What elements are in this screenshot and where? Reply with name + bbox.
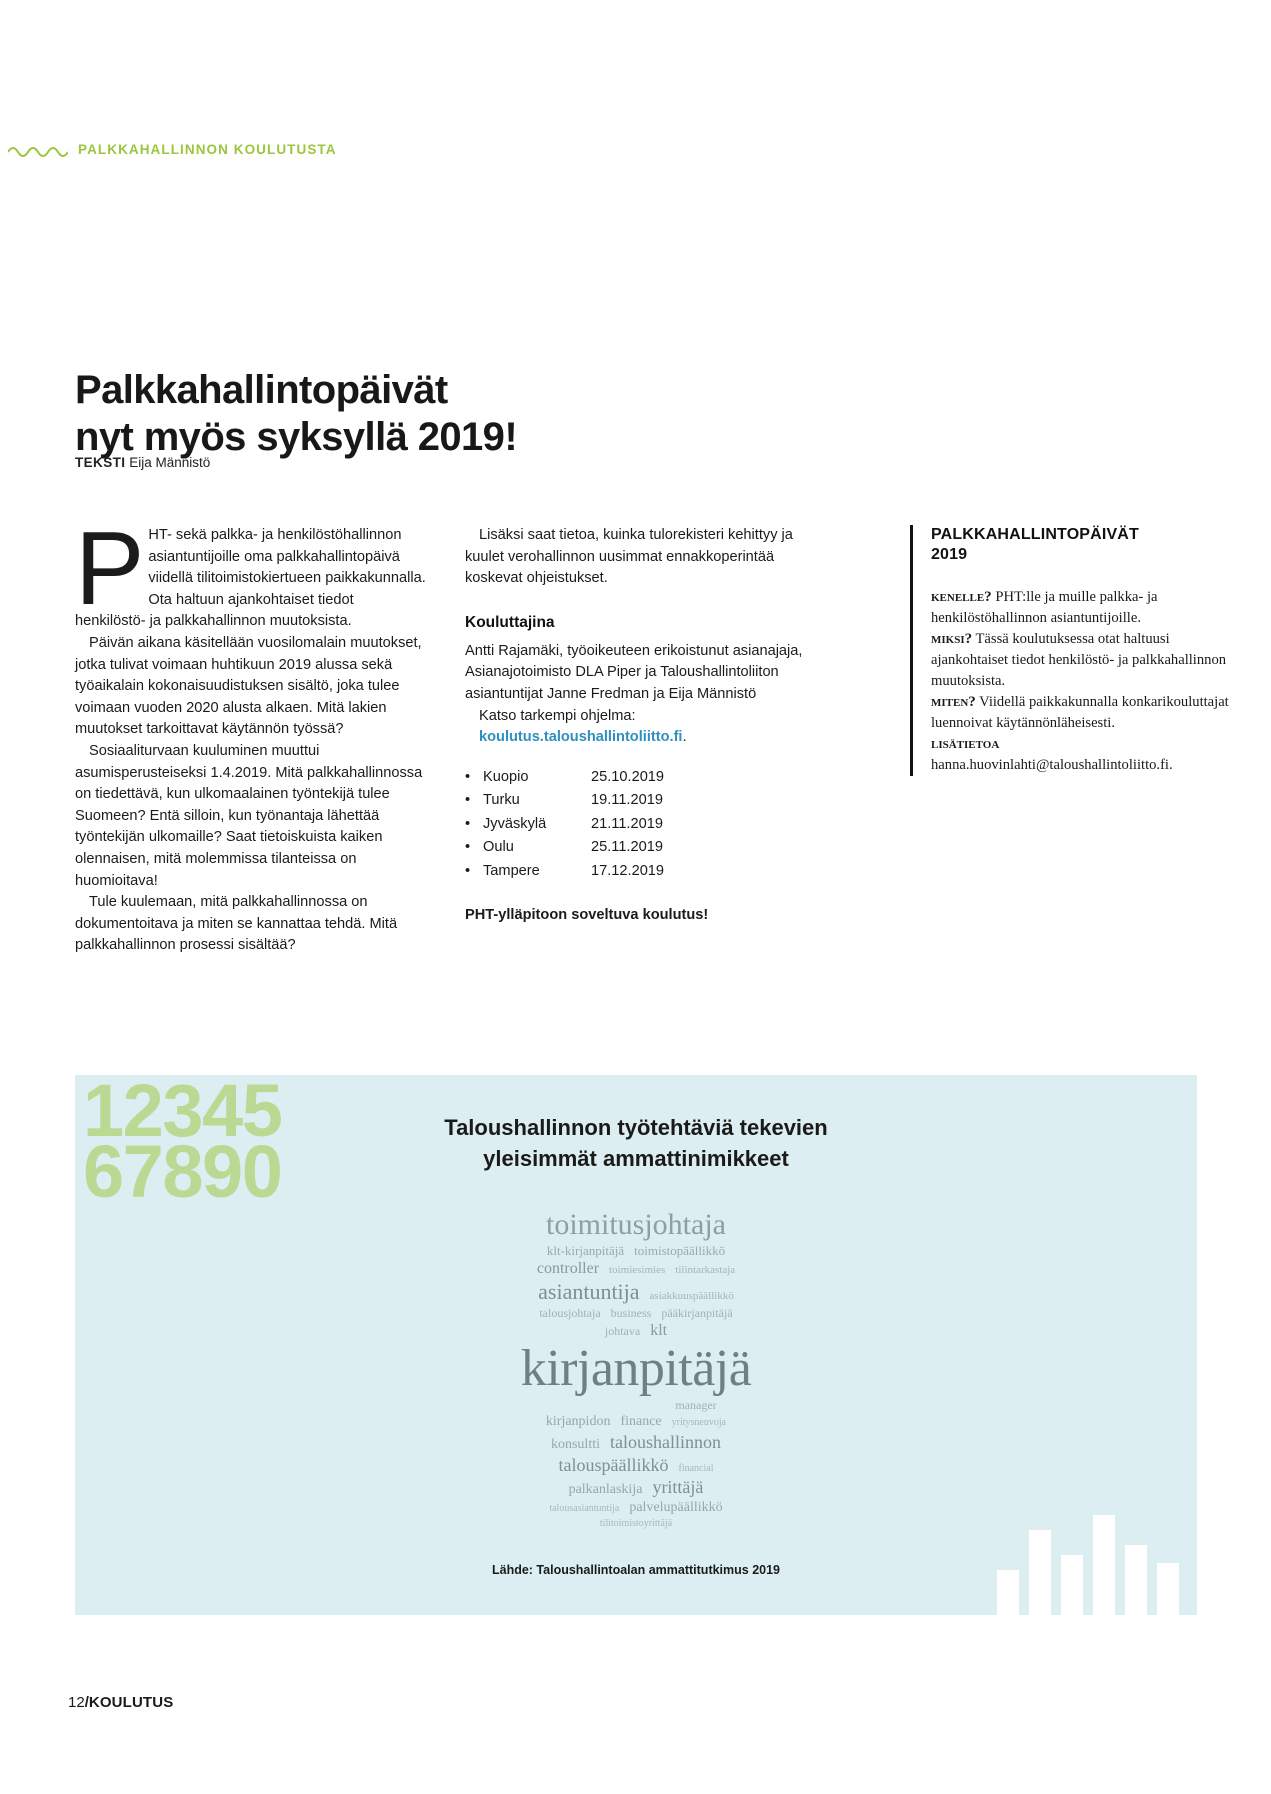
word-cloud-row: [356, 1415, 916, 1429]
course-dates-list: [465, 767, 813, 883]
word-cloud-term: talousjohtaja: [539, 1306, 601, 1320]
byline-author: Eija Männistö: [129, 455, 211, 470]
word-cloud-term: kirjanpitäjä: [520, 1340, 752, 1397]
word-cloud-term: manager: [675, 1398, 717, 1412]
word-cloud-term: yrittäjä: [652, 1477, 704, 1497]
word-cloud-term: controller: [536, 1260, 600, 1277]
body-column-left: [75, 511, 427, 957]
word-cloud-term: toimistopäällikkö: [634, 1243, 726, 1258]
city-name: Jyväskylä: [483, 815, 547, 832]
city-name: Oulu: [483, 839, 514, 856]
decorative-numbers-line-1: 12345: [83, 1075, 282, 1152]
word-cloud-row: [356, 1519, 916, 1529]
running-head-label: PALKKAHALLINNON KOULUTUSTA: [78, 142, 337, 157]
word-cloud-term: yritysneuvoja: [671, 1417, 727, 1428]
sidebar-item: [931, 692, 1231, 734]
figure-panel: [75, 1075, 1197, 1615]
sidebar-item: [931, 629, 1231, 692]
body-paragraph: Päivän aikana käsitellään vuosilomalain muutokset, jotka tulivat voimaan huhtikuun 2019 alussa sekä työaikalain kokonaisuudistuksen sisältö, joka tulee voimaan vuoden 2020 alusta alkaen. Mitä lakien muutokset tarkoittavat käytännön työssä?: [75, 634, 422, 738]
city-date: 25.10.2019: [591, 768, 665, 785]
program-link-period: .: [682, 729, 687, 746]
footer-slash: /: [84, 1694, 89, 1711]
page-number: 12: [68, 1694, 85, 1711]
list-item: [465, 814, 813, 836]
trainers-text: Antti Rajamäki, työoikeuteen erikoistunut asianajaja, Asianajotoimisto DLA Piper ja Taloushallintoliiton asiantuntijat Janne Fredman ja Eija Männistö: [465, 642, 803, 702]
word-cloud-term: palkanlaskija: [568, 1482, 643, 1497]
body-paragraph: Sosiaaliturvaan kuuluminen muuttui asumisperusteiseksi 1.4.2019. Mitä palkkahallinnossa on tiedettävä, kun ulkomaalainen työntekijä tulee Suomeen? Entä silloin, kun työnantaja lähettää työntekijän ulkomaille? Saat tietoiskuista kaiken olennaisen, mitä molemmissa tilanteissa on huomioitava!: [75, 742, 423, 889]
page-title: [75, 367, 935, 461]
bar: [1125, 1545, 1147, 1615]
sidebar-item-label: miksi?: [931, 631, 973, 648]
list-item: [465, 861, 813, 883]
body-paragraph: Lisäksi saat tietoa, kuinka tulorekisteri kehittyy ja kuulet verohallinnon uusimmat ennakkoperintää koskevat ohjeistukset.: [465, 527, 793, 587]
bar: [997, 1570, 1019, 1615]
sidebar-title: [931, 525, 1231, 565]
decorative-bar-chart: [997, 1505, 1197, 1615]
decorative-numbers-line-2: 67890: [83, 1129, 282, 1213]
city-name: Turku: [483, 792, 520, 809]
list-item: [465, 767, 813, 789]
bar: [1157, 1563, 1179, 1615]
word-cloud-term: pääkirjanpitäjä: [661, 1306, 733, 1320]
sidebar-title-line-2: 2019: [931, 546, 968, 563]
city-date: 17.12.2019: [591, 863, 665, 880]
sidebar-item-text: Tässä koulutuksessa otat haltuusi ajankohtaiset tiedot henkilöstö- ja palkkahallinnon muutoksista.: [931, 631, 1227, 690]
body-paragraph-text: HT- sekä palkka- ja henkilöstöhallinnon asiantuntijoille oma palkkahallintopäivä viidellä tilitoimistokiertueen paikkakunnalla. Ota haltuun ajankohtaiset tiedot henkilöstö- ja palkkahallinnon muutoksista.: [75, 527, 426, 630]
program-link[interactable]: koulutus.taloushallintoliitto.fi: [479, 729, 683, 746]
word-cloud-term: asiantuntija: [538, 1279, 640, 1304]
bullet-icon: •: [465, 768, 471, 785]
subheading-trainers: Kouluttajina: [465, 613, 555, 631]
program-link-line: [465, 727, 813, 749]
sidebar-info-box: [910, 525, 1231, 776]
sidebar-item-label: kenelle?: [931, 589, 992, 605]
word-cloud-term: financial: [678, 1463, 714, 1474]
word-cloud-row: [356, 1433, 916, 1452]
course-tagline: PHT-ylläpitoon soveltuva koulutus!: [465, 906, 709, 923]
squiggle-icon: [8, 143, 68, 157]
word-cloud-term: business: [610, 1306, 652, 1320]
bullet-icon: •: [465, 792, 471, 809]
word-cloud-term: finance: [620, 1414, 662, 1429]
list-item: [465, 790, 813, 812]
city-date: 19.11.2019: [591, 792, 663, 809]
figure-title: [75, 1113, 1197, 1175]
word-cloud-row: [356, 1501, 916, 1515]
city-name: Tampere: [483, 863, 540, 880]
headline-line-1: Palkkahallintopäivät: [75, 367, 448, 412]
headline-line-2: nyt myös syksyllä 2019!: [75, 414, 518, 459]
word-cloud-row: [356, 1456, 916, 1474]
word-cloud: [356, 1208, 916, 1529]
byline-label: TEKSTI: [75, 455, 126, 470]
sidebar-item-text: PHT:lle ja muille palkka- ja henkilöstöhallinnon asiantuntijoille.: [931, 589, 1158, 627]
running-head: [0, 142, 337, 157]
word-cloud-row: [356, 1399, 916, 1411]
word-cloud-term: asiakkuuspäällikkö: [649, 1290, 734, 1302]
word-cloud-term: tilintarkastaja: [675, 1264, 736, 1276]
bullet-icon: •: [465, 839, 471, 856]
word-cloud-term: taloushallinnon: [610, 1432, 721, 1452]
sidebar-item: [931, 587, 1231, 629]
word-cloud-row: [356, 1281, 916, 1303]
word-cloud-row: [356, 1244, 916, 1257]
city-date: 21.11.2019: [591, 815, 663, 832]
sidebar-item-label: lisätietoa: [931, 735, 1000, 752]
figure-title-line-1: Taloushallinnon työtehtäviä tekevien: [444, 1115, 828, 1140]
program-lead-text: Katso tarkempi ohjelma:: [479, 707, 636, 724]
bar: [1061, 1555, 1083, 1615]
bullet-icon: •: [465, 863, 471, 880]
figure-source: Lähde: Taloushallintoalan ammattitutkimus 2019: [491, 1563, 781, 1577]
body-column-right: [465, 525, 813, 926]
bullet-icon: •: [465, 815, 471, 832]
word-cloud-row: [356, 1307, 916, 1319]
word-cloud-term: johtava: [604, 1324, 641, 1338]
word-cloud-row: [356, 1323, 916, 1339]
sidebar-item-text: hanna.huovinlahti@taloushallintoliitto.fi.: [931, 757, 1173, 774]
word-cloud-term: toimiesimies: [609, 1264, 666, 1276]
word-cloud-term: tilitoimistoyrittäjä: [599, 1518, 673, 1529]
word-cloud-row: [356, 1478, 916, 1497]
word-cloud-term: klt-kirjanpitäjä: [546, 1243, 625, 1258]
word-cloud-term: toimitusjohtaja: [546, 1208, 726, 1241]
sidebar-item-label: miten?: [931, 693, 976, 710]
word-cloud-term: talouspäällikkö: [558, 1455, 669, 1475]
footer-section: KOULUTUS: [88, 1694, 174, 1711]
body-paragraph: Tule kuulemaan, mitä palkkahallinnossa on dokumentoitava ja miten se kannattaa tehdä. Mitä palkkahallinnon prosessi sisältää?: [75, 894, 398, 954]
sidebar-title-line-1: PALKKAHALLINTOPÄIVÄT: [931, 526, 1139, 543]
drop-cap: P: [75, 511, 145, 627]
word-cloud-term: konsultti: [550, 1437, 600, 1452]
word-cloud-term: klt: [650, 1322, 668, 1339]
sidebar-item: [931, 734, 1231, 776]
body-paragraph: [75, 511, 427, 633]
bar: [1029, 1530, 1051, 1615]
byline: [75, 455, 210, 470]
word-cloud-term: talousasiantuntija: [549, 1503, 620, 1514]
list-item: [465, 837, 813, 859]
page-footer: [68, 1694, 173, 1711]
figure-title-line-2: yleisimmät ammattinimikkeet: [483, 1145, 789, 1171]
bar: [1093, 1515, 1115, 1615]
sidebar-item-text: Viidellä paikkakunnalla konkarikouluttajat luennoivat käytännönläheisesti.: [931, 693, 1229, 732]
city-date: 25.11.2019: [591, 839, 663, 856]
word-cloud-term: kirjanpidon: [545, 1414, 611, 1429]
word-cloud-row: [356, 1210, 916, 1240]
city-name: Kuopio: [483, 768, 529, 785]
word-cloud-row: [356, 1261, 916, 1277]
word-cloud-term: palvelupäällikkö: [629, 1500, 723, 1515]
word-cloud-row: [356, 1340, 916, 1397]
